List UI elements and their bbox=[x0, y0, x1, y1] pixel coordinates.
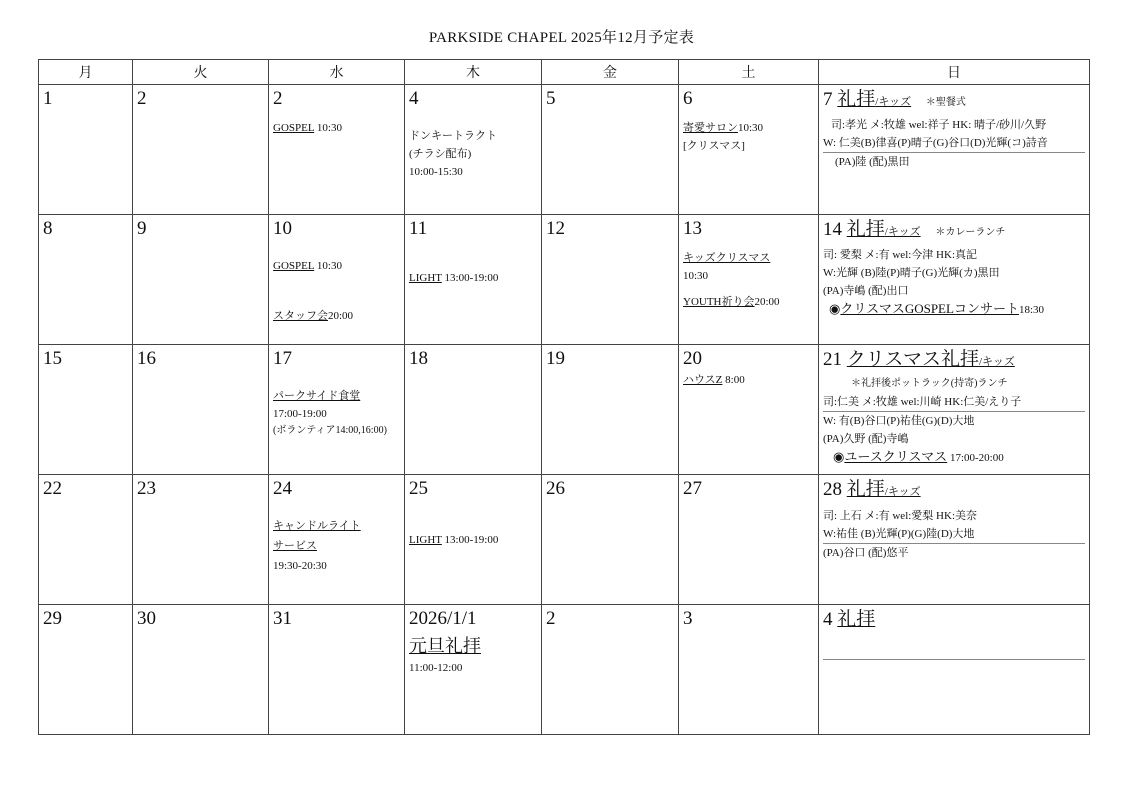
day-number: 21 bbox=[823, 349, 842, 370]
event-title: GOSPEL bbox=[273, 122, 315, 134]
day-cell bbox=[542, 85, 679, 215]
event-title-text: サービス bbox=[273, 540, 317, 552]
event-time: 13:00-19:00 bbox=[441, 272, 499, 284]
event-time: 10:30 bbox=[738, 122, 764, 134]
day-number: 13 bbox=[683, 218, 702, 239]
event-time: 10:30 bbox=[314, 260, 342, 272]
sunday-note: ＊カレーランチ bbox=[935, 227, 1006, 238]
kids-label: /キッズ bbox=[875, 96, 912, 108]
event-title-text: キッズクリスマス bbox=[683, 252, 771, 264]
worship-team: W:光輝 (B)陸(P)晴子(G)光輝(カ)黒田 bbox=[823, 267, 1000, 279]
event-title-cont bbox=[273, 537, 400, 555]
day-cell bbox=[542, 215, 679, 345]
day-number: 16 bbox=[137, 348, 156, 369]
day-number: 9 bbox=[137, 218, 147, 239]
event-time: 11:00-12:00 bbox=[409, 662, 463, 674]
worship-team: W: 仁美(B)律喜(P)晴子(G)谷口(D)光輝(コ)詩音 bbox=[823, 134, 1085, 153]
day-number: 2 bbox=[137, 88, 147, 109]
day-cell bbox=[542, 345, 679, 475]
day-cell bbox=[679, 85, 819, 215]
service-roles: 司: 愛梨 メ:有 wel:今津 HK:真記 bbox=[823, 249, 977, 261]
pa-and-distribution: (PA)久野 (配)寺嶋 bbox=[823, 433, 909, 445]
calendar-table bbox=[38, 59, 1090, 735]
event-title: YOUTH祈り会 bbox=[683, 296, 755, 308]
day-number: 20 bbox=[683, 348, 702, 369]
day-number: 17 bbox=[273, 348, 292, 369]
week-row-1 bbox=[39, 85, 1090, 215]
sunday-header bbox=[823, 607, 1085, 633]
special-marker-icon: ◉ bbox=[833, 449, 845, 464]
day-cell bbox=[679, 605, 819, 735]
special-event-time: 17:00-20:00 bbox=[947, 452, 1004, 464]
day-number: 26 bbox=[546, 478, 565, 499]
day-number: 2 bbox=[546, 608, 556, 629]
sunday-note: ＊聖餐式 bbox=[925, 97, 966, 108]
event-entry bbox=[273, 257, 400, 275]
day-number: 12 bbox=[546, 218, 565, 239]
pa-and-distribution: (PA)陸 (配)黒田 bbox=[835, 156, 910, 168]
day-cell bbox=[405, 215, 542, 345]
day-number: 7 bbox=[823, 89, 833, 110]
kids-label: /キッズ bbox=[884, 226, 921, 238]
event-time: 8:00 bbox=[722, 374, 745, 386]
event-title bbox=[409, 633, 537, 659]
event-entry bbox=[683, 119, 814, 137]
event-entry bbox=[409, 269, 537, 287]
day-number: 11 bbox=[409, 218, 428, 239]
event-time: 20:00 bbox=[328, 310, 354, 322]
sunday-header bbox=[823, 217, 1085, 246]
day-cell bbox=[405, 345, 542, 475]
special-event-title: ユースクリスマス bbox=[844, 449, 948, 464]
day-cell bbox=[133, 215, 269, 345]
kids-label: /キッズ bbox=[979, 356, 1015, 368]
day-number: 5 bbox=[546, 88, 556, 109]
day-cell bbox=[679, 475, 819, 605]
event-title: GOSPEL bbox=[273, 260, 315, 272]
day-number: 3 bbox=[683, 608, 693, 629]
worship-label: 礼拝 bbox=[846, 219, 885, 240]
day-cell bbox=[133, 345, 269, 475]
sunday-header bbox=[823, 347, 1085, 375]
sunday-cell bbox=[819, 605, 1090, 735]
day-cell bbox=[405, 605, 542, 735]
event-entry bbox=[273, 307, 400, 325]
day-cell bbox=[542, 605, 679, 735]
event-title: スタッフ会 bbox=[273, 310, 328, 322]
event-note: (チラシ配布) bbox=[409, 148, 472, 160]
day-number: 4 bbox=[823, 609, 833, 630]
special-event bbox=[823, 300, 1085, 319]
week-row-2 bbox=[39, 215, 1090, 345]
day-number: 30 bbox=[137, 608, 156, 629]
worship-label: 礼拝 bbox=[846, 479, 885, 500]
special-event-title: クリスマスGOSPELコンサート bbox=[840, 301, 1019, 316]
weekday-mon: 月 bbox=[39, 60, 133, 85]
event-time: 17:00-19:00 bbox=[273, 408, 327, 420]
day-number: 24 bbox=[273, 478, 292, 499]
day-number: 29 bbox=[43, 608, 62, 629]
kids-label: /キッズ bbox=[884, 486, 921, 498]
day-number: 1 bbox=[43, 88, 53, 109]
event-entry bbox=[683, 293, 814, 311]
day-cell bbox=[269, 475, 405, 605]
day-cell bbox=[679, 345, 819, 475]
day-cell bbox=[269, 345, 405, 475]
day-cell bbox=[133, 85, 269, 215]
event-title bbox=[683, 249, 814, 267]
weekday-sat: 土 bbox=[679, 60, 819, 85]
event-title bbox=[273, 387, 400, 405]
day-number: 18 bbox=[409, 348, 428, 369]
worship-team: W: 有(B)谷口(P)祐佳(G)(D)大地 bbox=[823, 415, 975, 427]
service-roles: 司:孝光 メ:牧雄 wel:祥子 HK: 晴子/砂川/久野 bbox=[831, 119, 1047, 131]
day-cell bbox=[405, 85, 542, 215]
week-row-3 bbox=[39, 345, 1090, 475]
event-title-text: パークサイド食堂 bbox=[273, 390, 361, 402]
day-number: 2 bbox=[273, 88, 283, 109]
event-time: 19:30-20:30 bbox=[273, 560, 327, 572]
day-cell bbox=[133, 475, 269, 605]
day-number: 23 bbox=[137, 478, 156, 499]
event-title: ハウスZ bbox=[683, 374, 723, 386]
divider bbox=[823, 659, 1085, 660]
event-note: (ボランティア14:00,16:00) bbox=[273, 425, 387, 436]
day-cell bbox=[133, 605, 269, 735]
day-number: 31 bbox=[273, 608, 292, 629]
event-note: [クリスマス] bbox=[683, 140, 745, 152]
day-number: 10 bbox=[273, 218, 292, 239]
event-title bbox=[273, 517, 400, 535]
pa-and-distribution: (PA)寺嶋 (配)出口 bbox=[823, 285, 909, 297]
day-cell bbox=[542, 475, 679, 605]
weekday-thu: 木 bbox=[405, 60, 542, 85]
event-title-text: 元旦礼拝 bbox=[409, 636, 481, 656]
day-cell bbox=[269, 605, 405, 735]
day-number: 2026/1/1 bbox=[409, 608, 477, 629]
day-cell bbox=[269, 85, 405, 215]
service-roles: 司:仁美 メ:牧雄 wel:川崎 HK:仁美/えり子 bbox=[823, 393, 1085, 412]
sunday-cell bbox=[819, 215, 1090, 345]
event-title: ドンキートラクト bbox=[409, 130, 497, 142]
sunday-cell bbox=[819, 85, 1090, 215]
day-number: 27 bbox=[683, 478, 702, 499]
event-title-text: キャンドルライト bbox=[273, 520, 361, 532]
special-marker-icon: ◉ bbox=[829, 301, 841, 316]
event-title: LIGHT bbox=[409, 272, 442, 284]
event-entry bbox=[409, 531, 537, 549]
day-cell bbox=[679, 215, 819, 345]
sunday-note: ＊礼拝後ポットラック(持寄)ランチ bbox=[851, 378, 1008, 389]
day-cell bbox=[39, 215, 133, 345]
day-number: 15 bbox=[43, 348, 62, 369]
day-cell bbox=[39, 345, 133, 475]
sunday-cell bbox=[819, 475, 1090, 605]
day-number: 25 bbox=[409, 478, 428, 499]
day-number: 19 bbox=[546, 348, 565, 369]
event-time: 20:00 bbox=[754, 296, 780, 308]
sunday-cell bbox=[819, 345, 1090, 475]
weekday-fri: 金 bbox=[542, 60, 679, 85]
sunday-header bbox=[823, 477, 1085, 505]
day-number: 6 bbox=[683, 88, 693, 109]
event-time: 10:00-15:30 bbox=[409, 166, 463, 178]
day-number: 22 bbox=[43, 478, 62, 499]
day-cell bbox=[39, 85, 133, 215]
day-cell bbox=[405, 475, 542, 605]
week-row-4 bbox=[39, 475, 1090, 605]
day-number: 28 bbox=[823, 479, 842, 500]
week-row-5 bbox=[39, 605, 1090, 735]
event-title: LIGHT bbox=[409, 534, 442, 546]
day-cell bbox=[269, 215, 405, 345]
event-title: 寄愛サロン bbox=[683, 122, 738, 134]
special-event bbox=[823, 448, 1085, 467]
worship-team: W:祐佳 (B)光輝(P)(G)陸(D)大地 bbox=[823, 525, 1085, 544]
weekday-tue: 火 bbox=[133, 60, 269, 85]
event-entry bbox=[683, 371, 814, 389]
event-entry bbox=[273, 119, 400, 137]
event-time: 10:30 bbox=[683, 270, 709, 282]
day-cell bbox=[39, 475, 133, 605]
weekday-sun: 日 bbox=[819, 60, 1090, 85]
event-time: 10:30 bbox=[314, 122, 342, 134]
event-time: 13:00-19:00 bbox=[441, 534, 499, 546]
service-roles: 司: 上石 メ:有 wel:愛梨 HK:美奈 bbox=[823, 510, 977, 522]
sunday-header bbox=[823, 87, 1085, 116]
worship-label: 礼拝 bbox=[837, 609, 876, 630]
day-number: 4 bbox=[409, 88, 419, 109]
page-title: PARKSIDE CHAPEL 2025年12月予定表 bbox=[428, 30, 695, 46]
worship-label: クリスマス礼拝 bbox=[846, 349, 979, 370]
pa-and-distribution: (PA)谷口 (配)悠平 bbox=[823, 547, 909, 559]
weekday-wed: 水 bbox=[269, 60, 405, 85]
day-number: 8 bbox=[43, 218, 53, 239]
day-cell bbox=[39, 605, 133, 735]
weekday-header-row bbox=[39, 60, 1090, 85]
day-number: 14 bbox=[823, 219, 842, 240]
special-event-time: 18:30 bbox=[1018, 304, 1045, 316]
worship-label: 礼拝 bbox=[837, 89, 876, 110]
